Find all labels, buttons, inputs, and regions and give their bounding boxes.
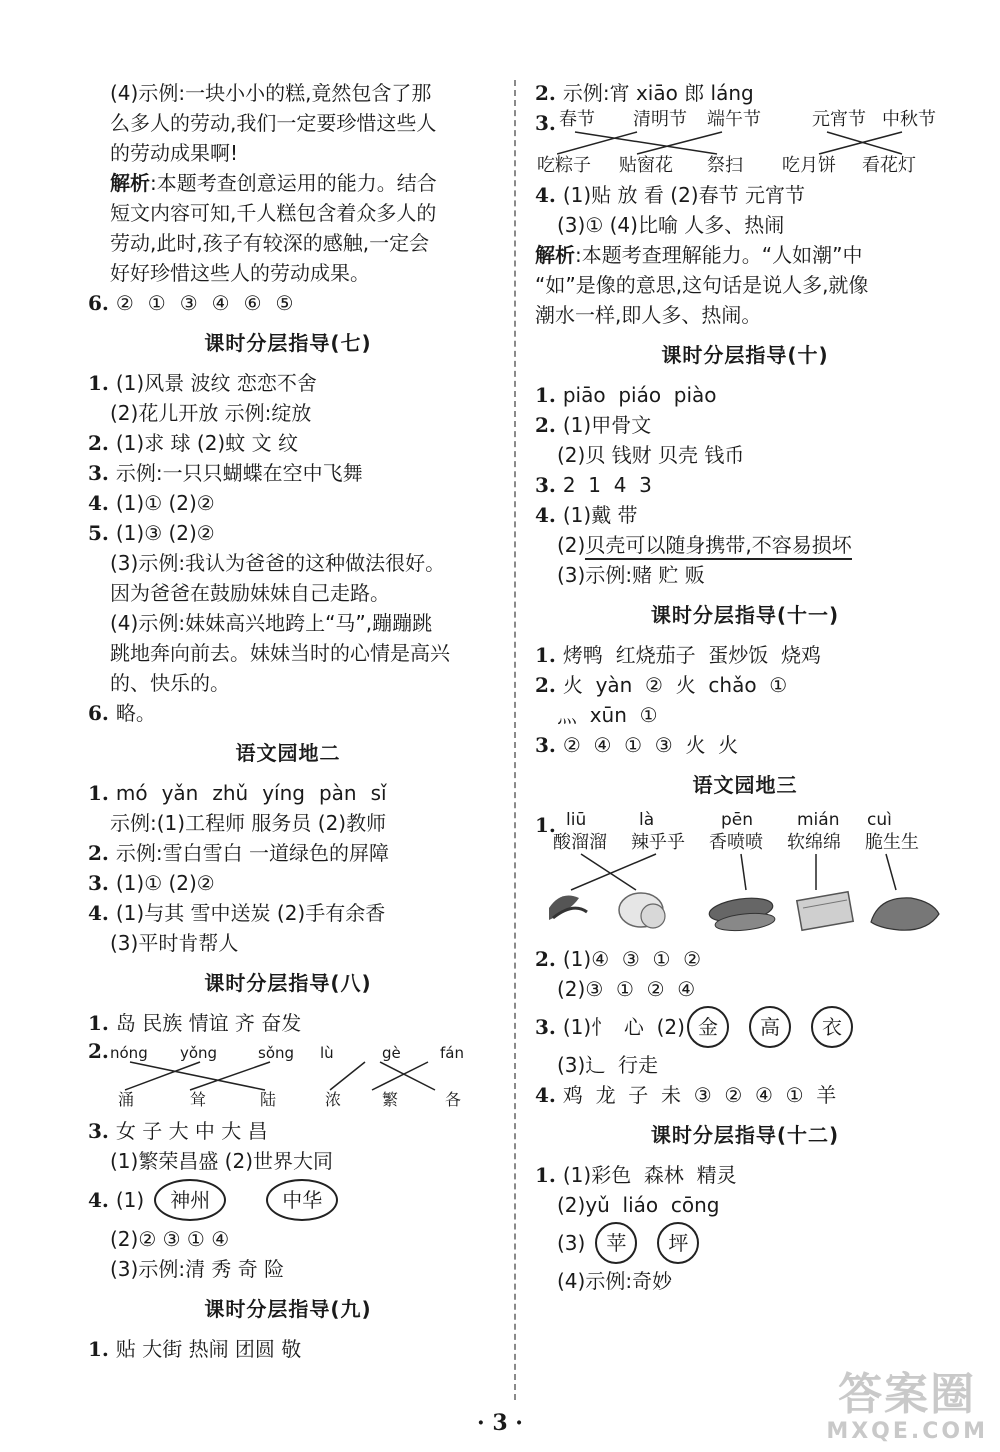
answer-text: (1)忄 心 (2) [562, 1015, 685, 1039]
pinyin-label: nóng [110, 1044, 148, 1062]
pinyin-label: gè [382, 1044, 401, 1062]
answer-text: (3) [557, 1231, 586, 1255]
question-number: 1. [88, 781, 109, 805]
analysis-line [535, 240, 955, 270]
question-number: 4. [88, 901, 109, 925]
question-4 [88, 1176, 488, 1224]
answer-text: (1)与其 雪中送炭 (2)手有余香 [115, 901, 386, 925]
food-word: 辣乎乎 [631, 832, 685, 853]
question-3 [88, 458, 488, 488]
answer-line: (1)繁荣昌盛 (2)世界大同 [110, 1149, 334, 1173]
answer-text: piāo piáo piào [562, 383, 717, 407]
section-heading: 语文园地二 [235, 741, 341, 765]
analysis-line [88, 168, 488, 198]
question-number: 4. [88, 491, 109, 515]
answer-line: 么多人的劳动,我们一定要珍惜这些人 [110, 111, 437, 135]
match-lines [110, 1042, 480, 1114]
question-2 [535, 410, 955, 440]
question-number: 2. [88, 1039, 109, 1063]
custom-label: 祭扫 [707, 155, 743, 176]
answer-item: ② [115, 291, 134, 315]
question-number: 2. [535, 947, 556, 971]
pinyin-label: cuì [867, 810, 892, 830]
custom-label: 贴窗花 [619, 155, 673, 176]
question-1 [88, 778, 488, 808]
pinyin-item: zhǔ [212, 781, 249, 805]
answer-line: (3)平时肯帮人 [110, 931, 239, 955]
answer-text: (1) [115, 1188, 145, 1212]
question-3 [535, 108, 955, 176]
circled-char: 坪 [657, 1222, 699, 1264]
answer-line: 的劳动成果啊! [110, 141, 239, 165]
answer-text: (1)风景 波纹 恋恋不舍 [115, 371, 317, 395]
answer-item: ④ [211, 291, 230, 315]
section-heading: 语文园地三 [692, 773, 798, 797]
pinyin-item: yíng [262, 781, 305, 805]
analysis-line: 潮水一样,即人多、热闹。 [535, 303, 762, 327]
question-2 [535, 670, 955, 700]
answer-text: 2 1 4 3 [562, 473, 652, 497]
food-word: 香喷喷 [709, 832, 763, 853]
question-number: 6. [88, 701, 109, 725]
question-number: 3. [535, 473, 556, 497]
question-number: 1. [88, 1337, 109, 1361]
pinyin-label: sǒng [258, 1044, 295, 1062]
analysis-text: :本题考查创意运用的能力。结合 [150, 171, 437, 195]
answer-line: (2)花儿开放 示例:绽放 [110, 401, 312, 425]
answer-text: (1)③ (2)② [115, 521, 215, 545]
answer-line: (3)辶 行走 [557, 1053, 659, 1077]
question-number: 5. [88, 521, 109, 545]
circled-char: 金 [687, 1006, 729, 1048]
festival-label: 元宵节 [812, 109, 866, 130]
pinyin-label: lù [320, 1044, 334, 1062]
pinyin-label: là [639, 810, 655, 830]
char-label: 浓 [325, 1090, 342, 1109]
answer-line: 跳地奔向前去。妹妹当时的心情是高兴 [110, 641, 450, 665]
custom-label: 吃粽子 [537, 155, 591, 176]
answer-text: 鸡 龙 子 未 ③ ② ④ ① 羊 [562, 1083, 837, 1107]
answer-line [535, 1220, 955, 1266]
question-4 [88, 898, 488, 928]
question-number: 1. [535, 813, 556, 837]
answer-line: (2)③ ① ② ④ [557, 977, 696, 1001]
answer-item: ① [147, 291, 166, 315]
food-word: 脆生生 [865, 832, 919, 853]
question-1 [88, 1008, 488, 1038]
question-number: 2. [535, 81, 556, 105]
question-number: 1. [535, 1163, 556, 1187]
answer-text: (1)① (2)② [115, 491, 215, 515]
answer-line: (3)示例:清 秀 奇 险 [110, 1257, 285, 1281]
answer-line: (3)示例:我认为爸爸的这种做法很好。 [110, 551, 446, 575]
pinyin-match-diagram [110, 1042, 488, 1114]
circled-char: 高 [749, 1006, 791, 1048]
circled-answer: 神州 [154, 1179, 226, 1221]
custom-label: 吃月饼 [782, 155, 836, 176]
pinyin-item: mó [115, 781, 148, 805]
section-heading: 课时分层指导(十二) [650, 1123, 840, 1147]
question-number: 2. [88, 841, 109, 865]
answer-item: ⑥ [243, 291, 262, 315]
answer-text: 女 子 大 中 大 昌 [115, 1119, 268, 1143]
question-4 [535, 1080, 955, 1110]
analysis-label: 解析 [535, 243, 575, 267]
answer-line: (4)示例:奇妙 [557, 1269, 673, 1293]
answer-line: 的、快乐的。 [110, 671, 230, 695]
question-number: 3. [88, 871, 109, 895]
question-5 [88, 518, 488, 548]
question-number: 1. [88, 1011, 109, 1035]
section-heading: 课时分层指导(十) [661, 343, 829, 367]
question-3 [535, 730, 955, 760]
answer-text: 火 yàn ② 火 chǎo ① [562, 673, 788, 697]
pinyin-label: mián [797, 810, 840, 830]
answer-text: (1)甲骨文 [562, 413, 652, 437]
question-number: 4. [88, 1188, 109, 1212]
question-number: 4. [535, 183, 556, 207]
question-number: 3. [535, 1015, 556, 1039]
festival-label: 清明节 [633, 109, 687, 130]
food-word: 酸溜溜 [553, 832, 607, 853]
answer-text: 示例:宵 xiāo 郎 láng [562, 81, 754, 105]
char-label: 繁 [382, 1090, 399, 1109]
food-word: 软绵绵 [787, 832, 841, 853]
section-heading: 课时分层指导(九) [204, 1297, 372, 1321]
question-number: 4. [535, 1083, 556, 1107]
question-number: 4. [535, 503, 556, 527]
char-label: 陆 [260, 1090, 277, 1109]
circled-char: 衣 [811, 1006, 853, 1048]
answer-text: (1)贴 放 看 (2)春节 元宵节 [562, 183, 805, 207]
question-4 [88, 488, 488, 518]
circled-char: 苹 [595, 1222, 637, 1264]
left-column [88, 78, 488, 1364]
festival-label: 端午节 [707, 109, 761, 130]
right-column [535, 78, 955, 1296]
analysis-line: 短文内容可知,千人糕包含着众多人的 [110, 201, 437, 225]
question-1 [535, 640, 955, 670]
column-divider [514, 80, 516, 1400]
answer-line: 因为爸爸在鼓励妹妹自己走路。 [110, 581, 390, 605]
question-2 [88, 838, 488, 868]
answer-line: (2)② ③ ① ④ [110, 1227, 230, 1251]
question-number: 1. [535, 643, 556, 667]
section-heading: 课时分层指导(十一) [650, 603, 840, 627]
char-label: 各 [445, 1090, 462, 1109]
watermark-logo [826, 1371, 988, 1444]
question-1 [535, 1160, 955, 1190]
answer-text: (2) [557, 533, 586, 557]
question-number: 2. [535, 673, 556, 697]
question-number: 3. [88, 461, 109, 485]
pinyin-label: yǒng [180, 1044, 218, 1062]
section-heading: 课时分层指导(七) [204, 331, 372, 355]
answer-text: 烤鸭 红烧茄子 蛋炒饭 烧鸡 [562, 643, 822, 667]
question-number: 3. [535, 733, 556, 757]
question-2 [88, 1039, 488, 1114]
question-number: 2. [88, 431, 109, 455]
festival-match-diagram [537, 108, 955, 176]
question-number: 1. [535, 383, 556, 407]
pinyin-label: liū [566, 810, 587, 830]
question-2 [535, 78, 955, 108]
answer-line: (3)① (4)比喻 人多、热闹 [557, 213, 785, 237]
char-label: 耸 [190, 1090, 207, 1109]
page-number: · 3 · [477, 1410, 523, 1436]
char-label: 涌 [118, 1090, 135, 1109]
question-2 [88, 428, 488, 458]
answer-text: 贴 大街 热闹 团圆 敬 [115, 1337, 302, 1361]
watermark-text: 答案圈 [838, 1369, 977, 1420]
question-number: 2. [535, 413, 556, 437]
analysis-label: 解析 [110, 171, 150, 195]
answer-text: 示例:雪白雪白 一道绿色的屏障 [115, 841, 389, 865]
food-match-diagram [541, 810, 955, 940]
question-number: 3. [535, 111, 556, 135]
answer-text: (1)① (2)② [115, 871, 215, 895]
pinyin-label: pēn [721, 810, 754, 830]
question-3 [535, 470, 955, 500]
answer-text: ② ④ ① ③ 火 火 [562, 733, 739, 757]
section-heading: 课时分层指导(八) [204, 971, 372, 995]
answer-text: 示例:一只只蝴蝶在空中飞舞 [115, 461, 363, 485]
question-6 [88, 698, 488, 728]
question-1 [535, 810, 955, 940]
question-3 [88, 868, 488, 898]
answer-line: 示例:(1)工程师 服务员 (2)教师 [110, 811, 387, 835]
question-6 [88, 288, 488, 318]
question-3 [88, 1116, 488, 1146]
question-1 [88, 1334, 488, 1364]
question-2 [535, 944, 955, 974]
pinyin-item: sǐ [370, 781, 387, 805]
answer-text: (1)彩色 森林 精灵 [562, 1163, 737, 1187]
answer-text: 略。 [115, 701, 156, 725]
answer-line: (4)示例:一块小小的糕,竟然包含了那 [110, 81, 432, 105]
watermark-url: MXQE.COM [826, 1419, 988, 1444]
answer-line: (2)yǔ liáo cōng [557, 1193, 720, 1217]
answer-text: 岛 民族 情谊 齐 奋发 [115, 1011, 302, 1035]
pinyin-item: yǎn [161, 781, 199, 805]
festival-label: 春节 [559, 109, 595, 130]
answer-text: (1)戴 带 [562, 503, 638, 527]
underlined-answer: 贝壳可以随身携带,不容易损坏 [585, 533, 851, 560]
pinyin-item: pàn [318, 781, 357, 805]
answer-line: (2)贝 钱财 贝壳 钱币 [557, 443, 745, 467]
answer-text: (1)求 球 (2)蚊 文 纹 [115, 431, 298, 455]
question-4 [535, 500, 955, 530]
answer-item: ③ [179, 291, 198, 315]
food-pictures [549, 892, 939, 933]
question-3 [535, 1004, 955, 1050]
question-1 [88, 368, 488, 398]
analysis-line: 劳动,此时,孩子有较深的感触,一定会 [110, 231, 430, 255]
answer-item: ⑤ [275, 291, 294, 315]
question-4 [535, 180, 955, 210]
pinyin-label: fán [440, 1044, 464, 1062]
answer-line: (3)示例:赌 贮 贩 [557, 563, 705, 587]
answer-line: 灬 xūn ① [557, 703, 658, 727]
analysis-line: 好好珍惜这些人的劳动成果。 [110, 261, 370, 285]
question-number: 3. [88, 1119, 109, 1143]
analysis-text: :本题考查理解能力。“人如潮”中 [575, 243, 863, 267]
analysis-line: “如”是像的意思,这句话是说人多,就像 [535, 273, 869, 297]
answer-line [535, 530, 955, 560]
circled-answer: 中华 [266, 1179, 338, 1221]
answer-line: (4)示例:妹妹高兴地跨上“马”,蹦蹦跳 [110, 611, 433, 635]
question-1 [535, 380, 955, 410]
question-number: 6. [88, 291, 109, 315]
custom-label: 看花灯 [862, 155, 916, 176]
answer-text: (1)④ ③ ① ② [562, 947, 702, 971]
festival-label: 中秋节 [882, 109, 936, 130]
question-number: 1. [88, 371, 109, 395]
